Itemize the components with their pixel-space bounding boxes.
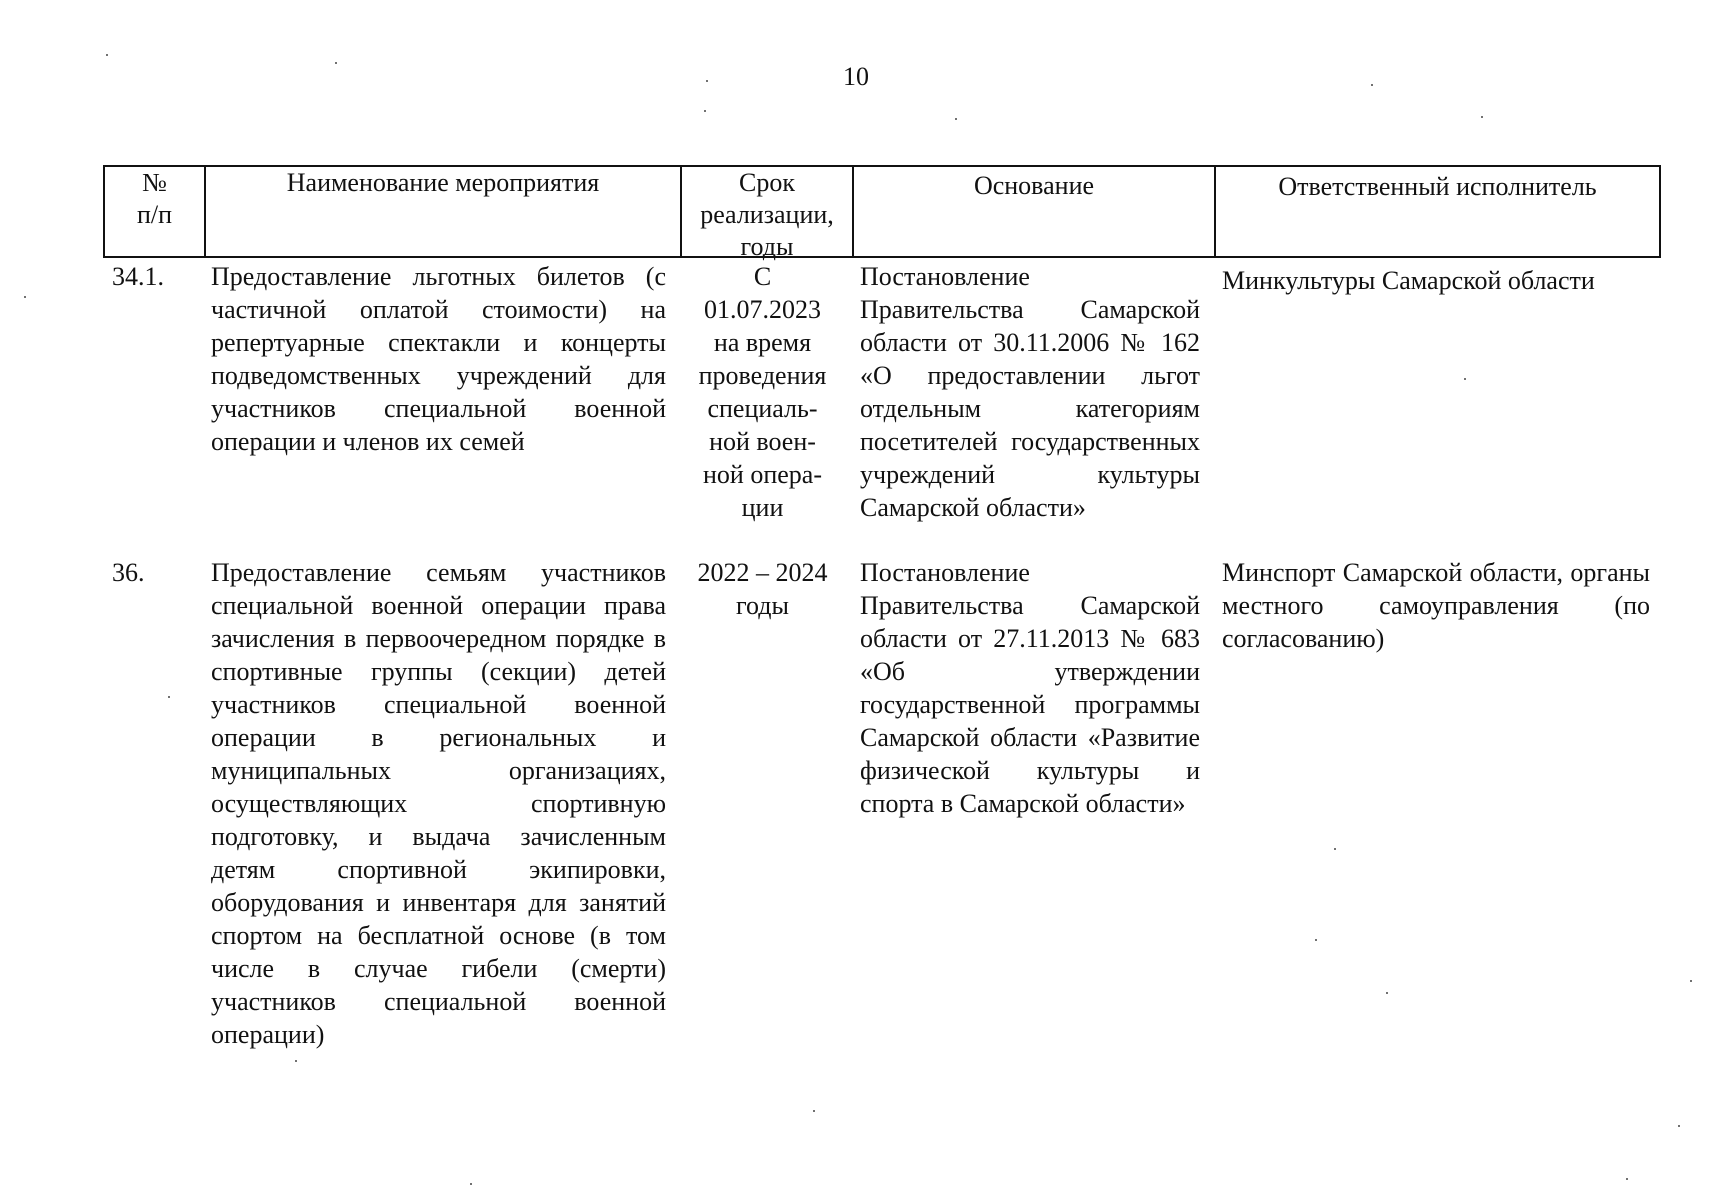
scan-speck	[1334, 848, 1336, 850]
row-term-line: 2022 – 2024	[697, 558, 828, 587]
header-number-line: п/п	[136, 200, 173, 229]
scan-speck	[1386, 992, 1388, 994]
scan-speck	[470, 1183, 472, 1185]
row-term-line: годы	[736, 591, 789, 620]
row-term	[685, 260, 840, 524]
header-name: Наименование мероприятия	[204, 167, 680, 256]
scan-speck	[706, 80, 708, 82]
scan-speck	[1315, 939, 1317, 941]
row-term-line: ции	[741, 493, 784, 522]
header-term	[680, 167, 852, 261]
scan-speck	[295, 1060, 297, 1062]
scan-speck	[1481, 116, 1483, 118]
row-responsible: Минспорт Самарской области, органы местного самоуправления (по согласованию)	[1222, 558, 1650, 653]
row-term-line: проведения	[698, 361, 827, 390]
header-basis: Основание	[852, 167, 1214, 256]
scan-speck	[704, 110, 706, 112]
row-basis: Постановление Правительства Самарской области от 27.11.2013 № 683 «Об утверждении государственной программы Самарской области «Развитие физической культуры и спорта в Самарской области»	[860, 558, 1200, 818]
page-number: 10	[843, 62, 869, 91]
row-term-line: ной воен-	[709, 427, 816, 456]
row-number: 34.1.	[112, 262, 164, 291]
row-term-line: ной опера-	[703, 460, 822, 489]
scan-speck	[955, 118, 957, 120]
scan-speck	[1371, 84, 1373, 86]
row-term-line: С	[753, 262, 772, 291]
row-term-line: специаль-	[707, 394, 818, 423]
header-number	[105, 167, 204, 256]
header-term-line: реализации,	[700, 200, 834, 229]
row-responsible: Минкультуры Самарской области	[1222, 266, 1595, 295]
scan-speck	[813, 1110, 815, 1112]
row-number: 36.	[112, 558, 145, 587]
row-term-line: 01.07.2023	[704, 295, 821, 324]
header-term-line: Срок	[739, 168, 795, 197]
scan-speck	[168, 696, 170, 698]
scan-speck	[335, 62, 337, 64]
row-basis: Постановление Правительства Самарской области от 30.11.2006 № 162 «О предоставлении льгот отдельным категориям посетителей государственных учреждений культуры Самарской области»	[860, 262, 1200, 522]
row-term-line: на время	[713, 328, 812, 357]
table-header	[103, 165, 1661, 261]
row-name: Предоставление семьям участников специальной военной операции права зачисления в первоочередном порядке в спортивные группы (секции) детей участников специальной военной операции в региональных и муниципальных организациях, осуществляющих спортивную подготовку, и выдача зачисленным детям спортивной экипировки, оборудования и инвентаря для занятий спортом на бесплатной основе (в том числе в случае гибели (смерти) участников специальной военной операции)	[211, 558, 666, 1049]
row-name: Предоставление льготных билетов (с частичной оплатой стоимости) на репертуарные спектакли и концерты подведомственных учреждений для участников специальной военной операции и членов их семей	[211, 262, 666, 456]
scan-speck	[1678, 1125, 1680, 1127]
header-number-line: №	[142, 168, 167, 197]
scan-speck	[106, 54, 108, 56]
scan-speck	[1464, 378, 1466, 380]
scan-speck	[1626, 1178, 1628, 1180]
scan-speck	[1690, 980, 1692, 982]
scan-speck	[24, 296, 26, 298]
header-term-line: годы	[740, 232, 794, 261]
row-term	[685, 556, 840, 622]
header-responsible: Ответственный исполнитель	[1214, 167, 1659, 256]
